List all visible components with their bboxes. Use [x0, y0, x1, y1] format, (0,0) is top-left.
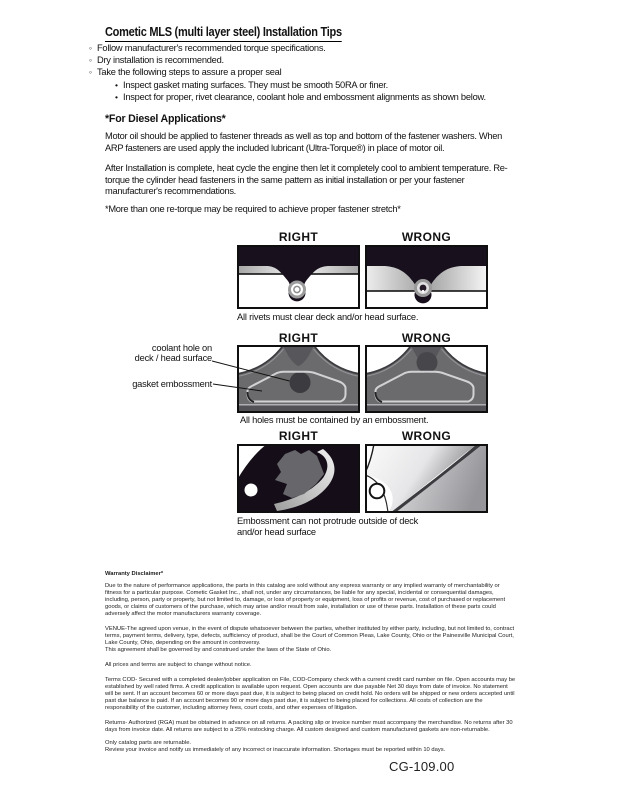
list-item	[89, 91, 519, 103]
open-bullet-icon: ◦	[89, 67, 92, 78]
warranty-heading: Warranty Disclaimer*	[105, 571, 164, 577]
legal-paragraph: Review your invoice and notify us immediately of any incorrect or inaccurate information. Shortages must be reported within 10 days.	[105, 747, 446, 753]
gasket-embossment-label: gasket embossment	[132, 379, 212, 389]
tip-text: Inspect gasket mating surfaces. They must be smooth 50RA or finer.	[123, 79, 388, 90]
list-item	[89, 79, 519, 91]
legal-paragraph: Terms COD- Secured with a completed dealer/jobber application on File, COD-Company check with a current credit card number on file. Open accounts may be established by well rated firms. A credit application is available upon request. Open accounts are due payable Net 30 days from date of invoice. No statement will be sent. If an account becomes 60 or more days past due, it is subject to being placed on credit hold. No orders will be shipped or new orders accepted until past due balance is paid. If an account becomes 90 or more days past due, it is subject to being placed for collections. All costs of collection are the responsibility of the customer, including attorney fees, court costs, and other expenses of litigation.	[105, 677, 516, 711]
protrusion-right-label: RIGHT	[278, 429, 319, 443]
tip-text: Dry installation is recommended.	[97, 55, 224, 66]
leader-lines	[212, 355, 294, 397]
protrusion-right-diagram	[237, 444, 360, 513]
legal-paragraph: Due to the nature of performance applications, the parts in this catalog are sold without any express warranty or any implied warranty of merchantability or fitness for a particular purpose. Cometic Gasket Inc., shall not, under any circumstances, be liable for any special, incidental or consequential damages, including, person, party or property, but not limited to, damage, or loss of property or equipment, loss of profits or revenue, cost of purchased or replacement goods, or claims of customers of the purchase, which may arise and/or result from sale, installation or use of these parts. Installation of these parts could adversely affect the motor manufacturers warranty coverage.	[105, 583, 506, 617]
legal-paragraph: This agreement shall be governed by and construed under the laws of the State of Ohio.	[105, 647, 332, 653]
filled-bullet-icon: •	[115, 79, 118, 90]
retorque-note: *More than one re-torque may be required to achieve proper fastener stretch*	[105, 204, 401, 214]
rivet-right-diagram	[237, 245, 360, 309]
diesel-paragraph: Motor oil should be applied to fastener threads as well as top and bottom of the fastener washers. When ARP fasteners are used apply the included lubricant (Ultra-Torque®) in place of motor oil.	[105, 131, 503, 153]
open-bullet-icon: ◦	[89, 55, 92, 66]
protrusion-caption: Embossment can not protrude outside of deck and/or head surface	[237, 516, 419, 537]
open-bullet-icon: ◦	[89, 43, 92, 53]
rivet-right-label: RIGHT	[278, 230, 319, 244]
tip-text: Inspect for proper, rivet clearance, coolant hole and embossment alignments as shown below.	[123, 91, 486, 102]
legal-paragraph: All prices and terms are subject to change without notice.	[105, 662, 252, 668]
rivet-wrong-label: WRONG	[401, 230, 452, 244]
catalog-code: CG-109.00	[389, 759, 455, 774]
legal-paragraph: VENUE-The agreed upon venue, in the event of dispute whatsoever between the parties, whether instituted by either party, including, but not limited to, contract terms, payment terms, delivery, type, defects, sufficiency of product, shall be the Court of Common Pleas, Lake County, Ohio or the Painesville Municipal Court, Lake County, Ohio, depending on the amount in controversy.	[105, 626, 515, 646]
legal-paragraph: Returns- Authorized (RGA) must be obtained in advance on all returns. A packing slip or invoice number must accompany the merchandise. No returns after 30 days from invoice date. All returns are subject to a 25% restocking charge. All custom designed and custom manufactured gaskets are non-returnable.	[105, 720, 513, 733]
list-item	[89, 54, 519, 66]
coolant-hole-wrong-diagram	[365, 345, 488, 413]
filled-bullet-icon: •	[115, 91, 118, 102]
tip-text: Take the following steps to assure a proper seal	[97, 67, 282, 78]
diesel-section-heading: *For Diesel Applications*	[105, 113, 226, 125]
page-title: Cometic MLS (multi layer steel) Installation Tips	[105, 25, 342, 42]
protrusion-wrong-diagram	[365, 444, 488, 513]
rivet-caption: All rivets must clear deck and/or head surface.	[237, 312, 419, 322]
embossment-wrong-label: WRONG	[401, 331, 452, 345]
rivet-wrong-diagram	[365, 245, 488, 309]
diesel-paragraph: After Installation is complete, heat cycle the engine then let it completely cool to ambient temperature. Re-torque the cylinder head fasteners in the same pattern as initial installation or per your fastener manufacturer's recommendations.	[105, 163, 508, 197]
embossment-caption: All holes must be contained by an embossment.	[240, 415, 429, 425]
list-item	[89, 42, 519, 54]
tip-text: Follow manufacturer's recommended torque specifications.	[97, 43, 326, 53]
protrusion-wrong-label: WRONG	[401, 429, 452, 443]
warranty-disclaimer	[105, 571, 517, 754]
tips-list	[89, 42, 519, 103]
embossment-right-label: RIGHT	[278, 331, 319, 345]
list-item	[89, 66, 519, 78]
legal-paragraph: Only catalog parts are returnable.	[105, 740, 192, 746]
coolant-hole-label: coolant hole on deck / head surface	[134, 343, 212, 363]
